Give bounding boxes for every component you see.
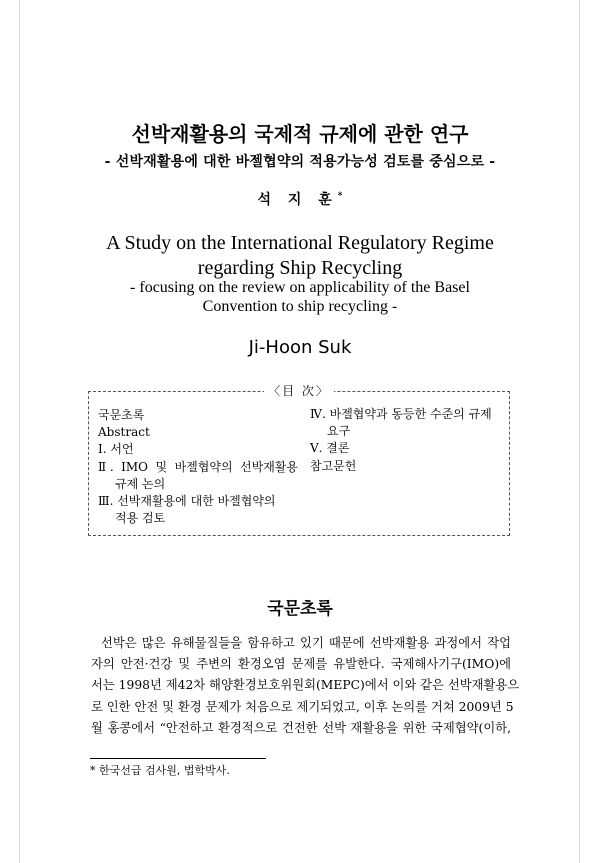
toc-item: Ⅱ. IMO 및 바젤협약의 선박재활용 <box>98 459 298 474</box>
abstract-line: 선박은 많은 유해물질들을 함유하고 있기 때문에 선박재활용 과정에서 작업 <box>101 636 511 650</box>
korean-author-name: 석 지 훈 <box>257 192 338 208</box>
footnote: * 한국선급 검사원, 법학박사. <box>90 764 230 777</box>
abstract-line: 자의 안전·건강 및 주변의 환경오염 문제를 유발한다. 국제해사기구(IMO)에 <box>91 657 511 672</box>
table-of-contents <box>88 384 510 536</box>
english-author: Ji-Hoon Suk <box>248 337 352 358</box>
author-footnote-marker: * <box>337 191 343 202</box>
korean-subtitle: - 선박재활용에 대한 바젤협약의 적용가능성 검토를 중심으로 - <box>104 154 496 170</box>
english-title-line1: A Study on the International Regulatory Regime <box>106 232 494 254</box>
english-subtitle-line2: Convention to ship recycling - <box>202 298 398 315</box>
abstract-line: 월 홍콩에서 “안전하고 환경적으로 건전한 선박 재활용을 위한 국제협약(이하, <box>91 720 511 735</box>
toc-item: 요구 <box>327 424 351 439</box>
english-subtitle-line1: - focusing on the review on applicability of the Basel <box>130 279 470 296</box>
toc-item: Ⅴ. 결론 <box>310 441 350 456</box>
toc-item: Ⅲ. 선박재활용에 대한 바젤협약의 <box>98 494 276 509</box>
abstract-body <box>91 633 520 739</box>
toc-item: Ⅳ. 바젤협약과 동등한 수준의 규제 <box>310 407 492 421</box>
footnote-rule <box>90 758 266 759</box>
english-title-line2: regarding Ship Recycling <box>197 257 403 279</box>
abstract-heading: 국문초록 <box>267 599 333 619</box>
korean-author <box>0 189 600 209</box>
toc-left-column <box>98 407 298 527</box>
toc-item: Abstract <box>98 425 150 440</box>
toc-item: 참고문헌 <box>310 458 357 473</box>
abstract-line: 서는 1998년 제42차 해양환경보호위원회(MEPC)에서 이와 같은 선박재활용으 <box>91 678 520 693</box>
toc-heading: 〈目 次〉 <box>89 383 509 399</box>
abstract-line: 로 인한 안전 및 환경 문제가 처음으로 제기되었고, 이후 논의를 거쳐 2009년 5 <box>91 699 514 714</box>
korean-title: 선박재활용의 국제적 규제에 관한 연구 <box>131 122 469 146</box>
toc-item: 적용 검토 <box>115 511 166 526</box>
toc-item: 규제 논의 <box>115 476 166 491</box>
toc-item: 국문초록 <box>98 408 145 422</box>
toc-right-column <box>310 406 506 475</box>
toc-item: Ⅰ. 서언 <box>98 442 134 457</box>
